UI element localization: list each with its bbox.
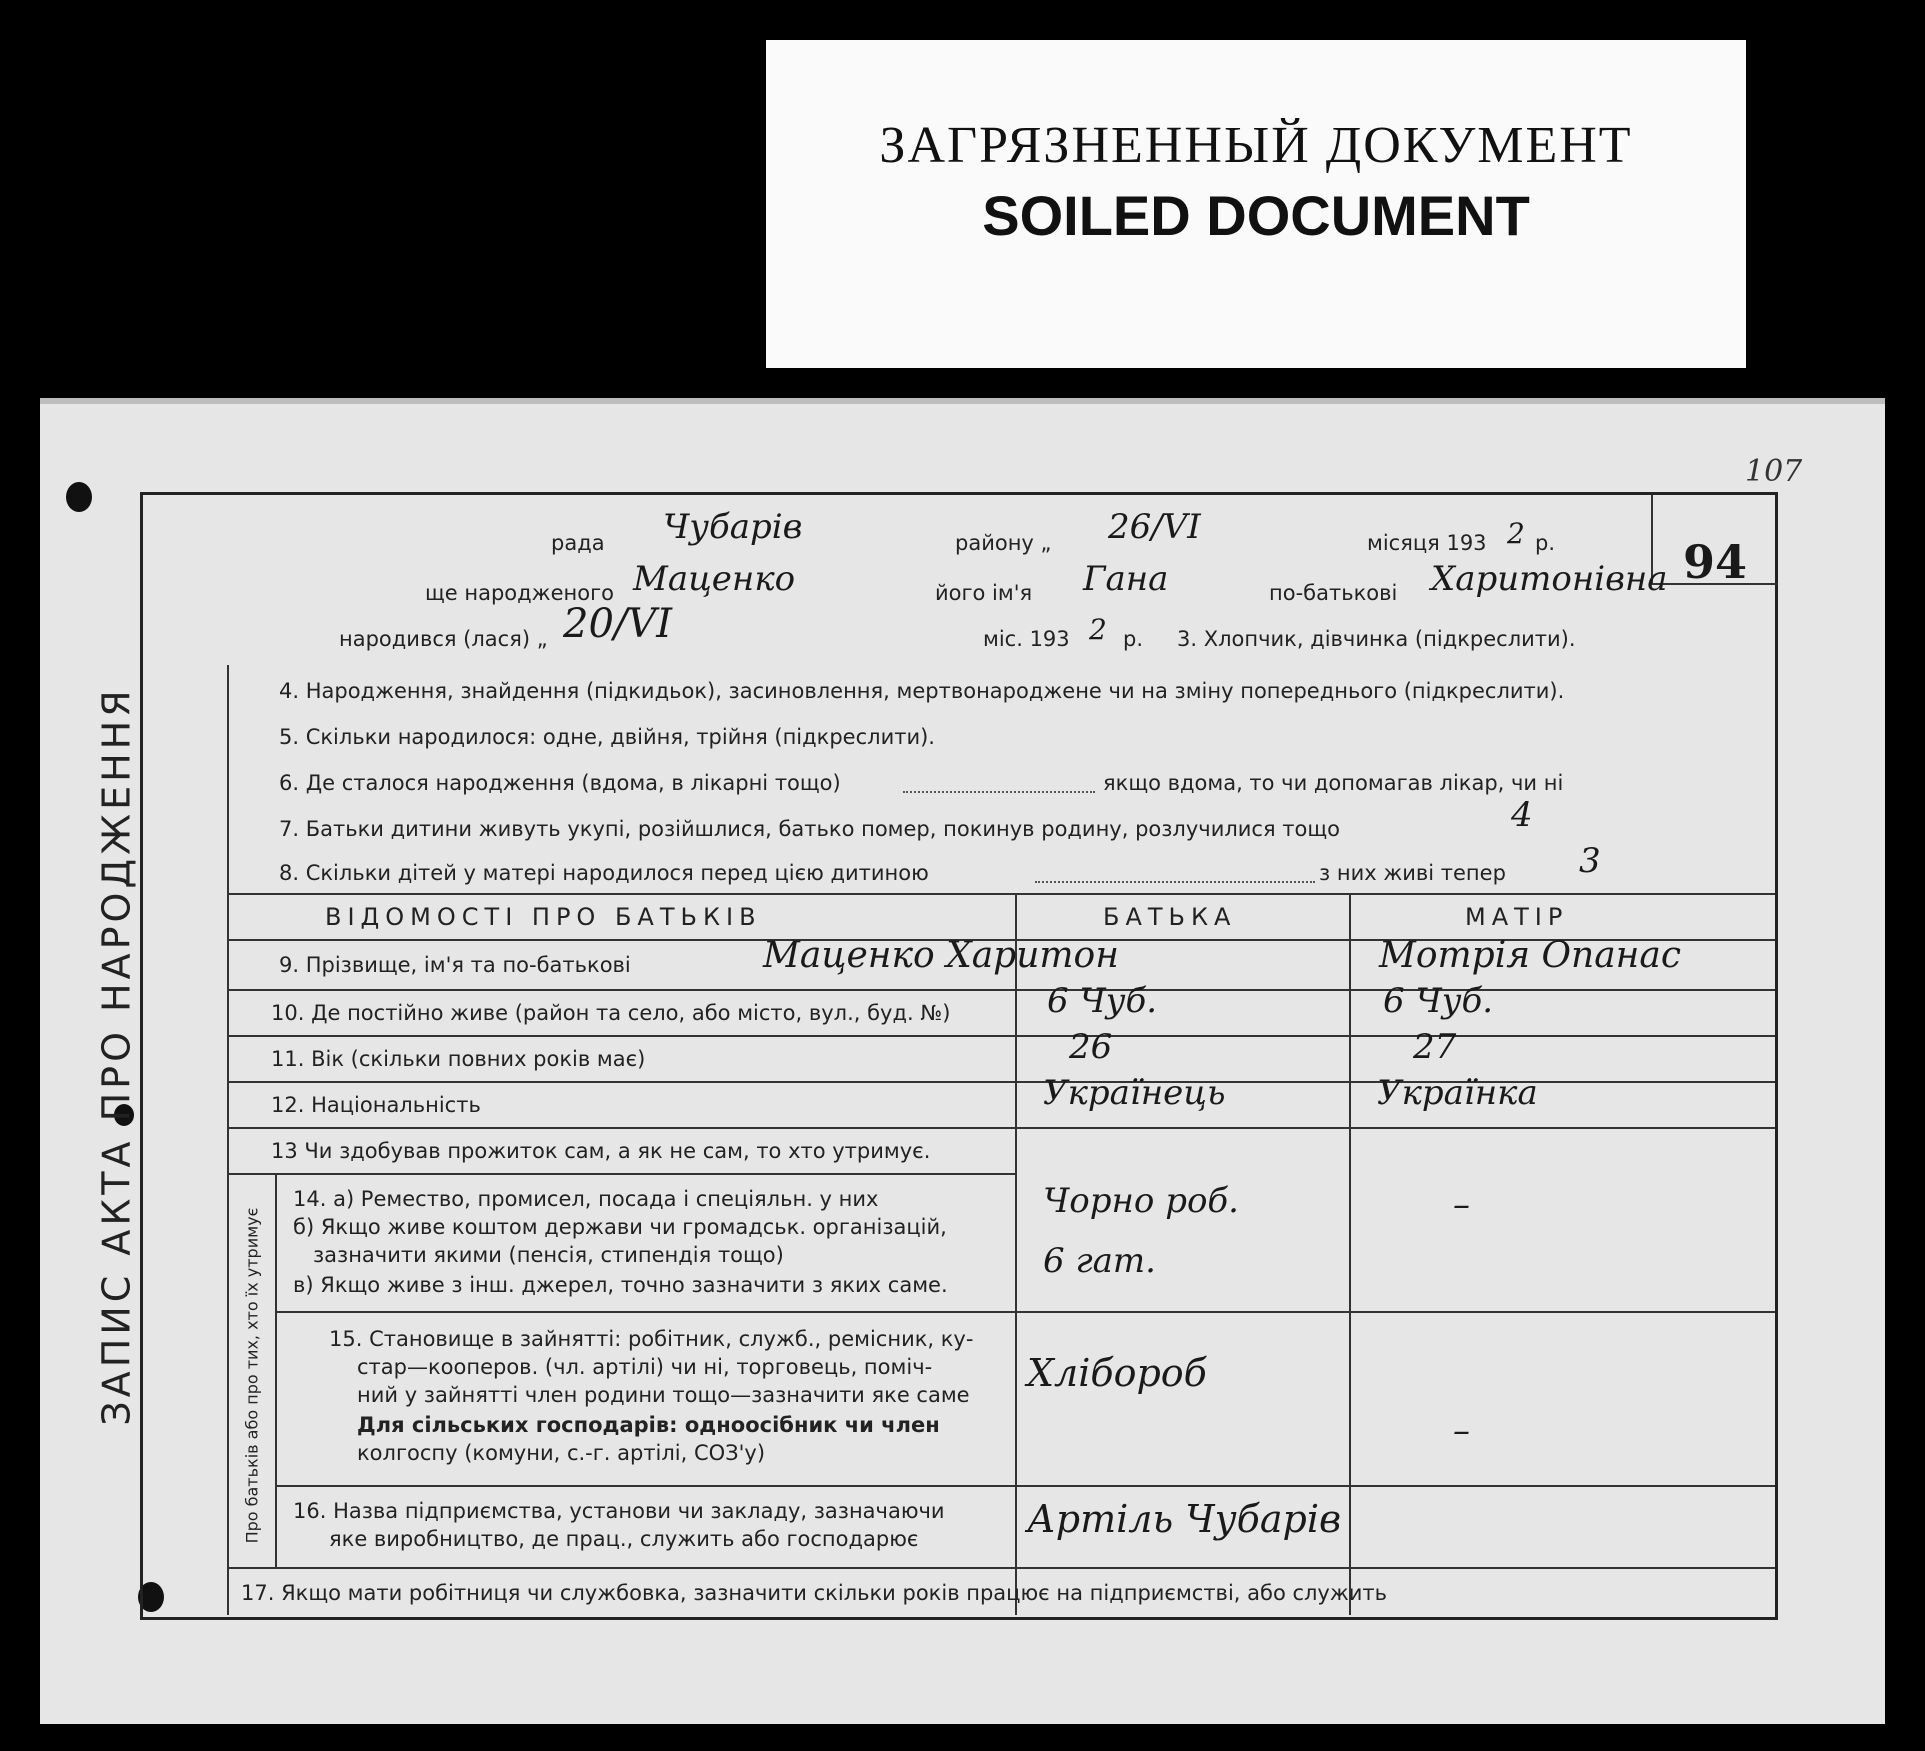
item8-a: 8. Скільки дітей у матері народилося перед цією дитиною bbox=[279, 861, 929, 885]
hw-father-place: 6 Чуб. bbox=[1047, 981, 1158, 1021]
row9-label: 9. Прізвище, ім'я та по-батькові bbox=[279, 953, 631, 977]
name-label: його ім'я bbox=[935, 581, 1033, 605]
hw-mother-age: 27 bbox=[1413, 1027, 1457, 1067]
month-label: міс. 193 bbox=[983, 627, 1070, 651]
record-number: 94 bbox=[1683, 535, 1748, 589]
row16-b: яке виробництво, де прац., служить або господарює bbox=[329, 1527, 919, 1551]
r2-label: р. bbox=[1123, 627, 1144, 651]
hw-year1: 2 bbox=[1507, 517, 1525, 550]
r-label: р. bbox=[1535, 531, 1556, 555]
hw-father-nat: Українець bbox=[1043, 1073, 1226, 1113]
hw-year2: 2 bbox=[1089, 613, 1107, 646]
rayon-label: району „ bbox=[955, 531, 1052, 555]
row16-a: 16. Назва підприємства, установи чи закладу, зазначаючи bbox=[293, 1499, 945, 1523]
row14-b: б) Якщо живе коштом держави чи громадськ. організацій, bbox=[293, 1215, 947, 1239]
row15-e: колгоспу (комуни, с.-г. артілі, СОЗ'у) bbox=[357, 1441, 766, 1465]
hw-surname: Маценко bbox=[633, 559, 796, 599]
item4: 4. Народження, знайдення (підкидьок), засиновлення, мертвонароджене чи на зміну попереднього (підкреслити). bbox=[279, 679, 1565, 703]
item3-sex: 3. Хлопчик, дівчинка (підкреслити). bbox=[1177, 627, 1576, 651]
page-number: 107 bbox=[1745, 454, 1803, 489]
row-rule bbox=[275, 1485, 1775, 1487]
label-ru: ЗАГРЯЗНЕННЫЙ ДОКУМЕНТ bbox=[879, 117, 1633, 174]
header-info: ВІДОМОСТІ ПРО БАТЬКІВ bbox=[325, 903, 762, 931]
item8-b: з них живі тепер bbox=[1319, 861, 1506, 885]
hw-mother-name: Мотрія Опанас bbox=[1379, 935, 1682, 976]
hw-mother-15: – bbox=[1453, 1411, 1470, 1451]
side-note: Про батьків або про тих, хто їх утримує bbox=[242, 1207, 262, 1543]
born-label: ще народженого bbox=[425, 581, 614, 605]
header-mother: МАТІР bbox=[1465, 903, 1569, 931]
item6-b: якщо вдома, то чи допомагав лікар, чи ні bbox=[1103, 771, 1564, 795]
row17: 17. Якщо мати робітниця чи службовка, зазначити скільки років працює на підприємстві, або служить bbox=[241, 1581, 1388, 1605]
item6-a: 6. Де сталося народження (вдома, в лікарні тощо) bbox=[279, 771, 841, 795]
row10-label: 10. Де постійно живе (район та село, або місто, вул., буд. №) bbox=[271, 1001, 951, 1025]
hw-day: 26/VI bbox=[1108, 507, 1201, 547]
header-father: БАТЬКА bbox=[1103, 903, 1237, 931]
hw-patronymic: Харитонівна bbox=[1431, 559, 1668, 599]
row13-label: 13 Чи здобував прожиток сам, а як не сам, то хто утримує. bbox=[271, 1139, 931, 1163]
hw-father-16: Артіль Чубарів bbox=[1027, 1497, 1342, 1541]
soiled-document-label bbox=[766, 40, 1746, 368]
col-rule bbox=[1349, 893, 1351, 1615]
dotted-line bbox=[1035, 865, 1315, 883]
row-rule bbox=[227, 1567, 1775, 1569]
hw-father-name: Маценко Харитон bbox=[763, 935, 1119, 976]
row-rule bbox=[227, 1127, 1775, 1129]
hw-name: Гана bbox=[1083, 559, 1169, 599]
row15-a: 15. Становище в зайнятті: робітник, служб., ремісник, ку- bbox=[329, 1327, 974, 1351]
hw-rada: Чубарів bbox=[663, 507, 803, 547]
row15-d: Для сільських господарів: одноосібник чи член bbox=[357, 1413, 940, 1437]
row14-a: 14. а) Ремество, промисел, посада і спеціяльн. у них bbox=[293, 1187, 879, 1211]
row14-b2: зазначити якими (пенсія, стипендія тощо) bbox=[313, 1243, 784, 1267]
hw-father-14b: 6 гат. bbox=[1043, 1241, 1156, 1281]
row12-label: 12. Національність bbox=[271, 1093, 481, 1117]
hw-birth-day: 20/VI bbox=[563, 601, 673, 647]
table-top-rule bbox=[227, 893, 1775, 895]
vertical-title: ЗАПИС АКТА ПРО НАРОДЖЕННЯ bbox=[95, 686, 140, 1426]
sub-col-rule bbox=[275, 1173, 277, 1567]
row-rule bbox=[227, 989, 1775, 991]
hw-item7: 4 bbox=[1511, 795, 1533, 835]
hw-father-15: Хлібороб bbox=[1027, 1351, 1207, 1395]
hw-item8: 3 bbox=[1579, 841, 1601, 881]
form-frame bbox=[95, 492, 1778, 1620]
row15-b: стар—коопeров. (чл. артілі) чи ні, торговець, поміч- bbox=[357, 1355, 933, 1379]
item5: 5. Скільки народилося: одне, двійня, трійня (підкреслити). bbox=[279, 725, 935, 749]
row15-c: ний у зайнятті член родини тощо—зазначити яке саме bbox=[357, 1383, 970, 1407]
born-date-label: народився (лася) „ bbox=[339, 627, 548, 651]
row14-c: в) Якщо живе з інш. джерел, точно зазначити з яких саме. bbox=[293, 1273, 948, 1297]
hw-mother-place: 6 Чуб. bbox=[1383, 981, 1494, 1021]
dotted-line bbox=[903, 775, 1095, 793]
col-rule bbox=[1015, 893, 1017, 1615]
row-rule bbox=[227, 1173, 1015, 1175]
row-rule bbox=[227, 1035, 1775, 1037]
hw-mother-nat: Українка bbox=[1377, 1073, 1538, 1113]
label-en: SOILED DOCUMENT bbox=[982, 184, 1530, 247]
row11-label: 11. Вік (скільки повних років має) bbox=[271, 1047, 646, 1071]
rada-label: рада bbox=[551, 531, 605, 555]
row-rule bbox=[227, 1081, 1775, 1083]
birth-record-card bbox=[40, 398, 1885, 1724]
hw-father-age: 26 bbox=[1069, 1027, 1113, 1067]
patronymic-label: по-батькові bbox=[1269, 581, 1398, 605]
hw-mother-14: – bbox=[1453, 1185, 1470, 1225]
month-year-label: місяця 193 bbox=[1367, 531, 1487, 555]
item7: 7. Батьки дитини живуть укупі, розійшлися, батько помер, покинув родину, розлучилися тощо bbox=[279, 817, 1340, 841]
hw-father-14a: Чорно роб. bbox=[1043, 1181, 1239, 1221]
row-rule bbox=[275, 1311, 1775, 1313]
